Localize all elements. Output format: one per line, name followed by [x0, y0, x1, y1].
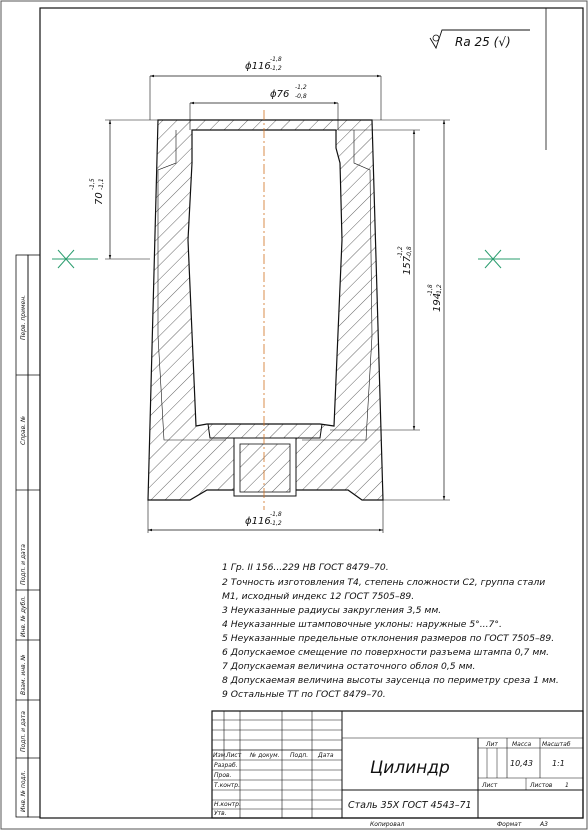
svg-text:Утв.: Утв. — [214, 810, 227, 817]
svg-text:Т.контр.: Т.контр. — [214, 782, 241, 789]
svg-text:-1,2: -1,2 — [270, 520, 282, 527]
dim-bottom-outer — [148, 500, 383, 533]
svg-text:-1,8: -1,8 — [270, 56, 282, 63]
svg-text:Подп. и дата: Подп. и дата — [20, 711, 27, 752]
svg-text:4 Неуказанные штамповочные ук: 4 Неуказанные штамповочные уклоны: наружные 5°...7°. — [222, 619, 502, 630]
svg-text:Изм.: Изм. — [213, 752, 228, 759]
svg-text:194: 194 — [432, 292, 443, 312]
dim-left-height — [89, 120, 158, 259]
svg-text:ϕ76: ϕ76 — [270, 89, 290, 100]
roughness-mark — [430, 8, 546, 150]
svg-text:-1,2: -1,2 — [397, 246, 404, 258]
svg-text:10,43: 10,43 — [510, 759, 533, 768]
svg-text:3 Неуказанные радиусы закругл: 3 Неуказанные радиусы закругления 3,5 мм. — [222, 605, 442, 616]
svg-text:2 Точность изготовления Т4, с: 2 Точность изготовления Т4, степень сложности С2, группа стали — [222, 577, 546, 588]
title-block-text — [213, 741, 571, 817]
svg-text:Масса: Масса — [512, 741, 532, 748]
svg-text:-1,2: -1,2 — [436, 284, 443, 296]
svg-text:№ докум.: № докум. — [250, 752, 280, 759]
svg-text:157: 157 — [402, 255, 413, 275]
svg-text:6 Допускаемое смещение по пов: 6 Допускаемое смещение по поверхности разъема штампа 0,7 мм. — [222, 647, 550, 658]
svg-text:Листов: Листов — [530, 782, 553, 789]
svg-text:-0,8: -0,8 — [295, 93, 307, 100]
svg-text:1: 1 — [565, 782, 569, 789]
svg-text:Подп. и дата: Подп. и дата — [20, 544, 27, 585]
svg-text:Инв. № дубл.: Инв. № дубл. — [20, 595, 27, 637]
svg-text:Разраб.: Разраб. — [214, 762, 238, 769]
svg-text:Ra 25 (√): Ra 25 (√) — [455, 35, 511, 49]
svg-text:-1,2: -1,2 — [295, 84, 307, 91]
svg-text:Дата: Дата — [318, 752, 334, 759]
svg-text:Масштаб: Масштаб — [542, 741, 571, 748]
svg-text:-1,1: -1,1 — [98, 178, 105, 190]
technical-notes — [222, 562, 559, 700]
svg-text:М1, исходный индекс 12 ГОСТ 75: М1, исходный индекс 12 ГОСТ 7505–89. — [222, 591, 415, 602]
svg-text:Лит: Лит — [486, 741, 498, 748]
dim-top-outer — [150, 56, 381, 120]
part-title: Цилиндр — [370, 758, 450, 778]
svg-text:Взам. инв. №: Взам. инв. № — [20, 654, 27, 695]
svg-text:8 Допускаемая величина высоты: 8 Допускаемая величина высоты заусенца по периметру среза 1 мм. — [222, 675, 559, 686]
svg-text:70: 70 — [94, 192, 105, 205]
svg-text:7 Допускаемая величина остато: 7 Допускаемая величина остаточного облоя 0,5 мм. — [222, 661, 476, 672]
svg-text:Лист: Лист — [226, 752, 242, 759]
svg-text:Формат: Формат — [497, 821, 522, 828]
svg-text:Н.контр.: Н.контр. — [214, 801, 241, 808]
svg-text:Лист: Лист — [482, 782, 498, 789]
svg-text:-1,5: -1,5 — [89, 178, 96, 190]
svg-text:1 Гр. II 156...229 НВ ГОСТ 84: 1 Гр. II 156...229 НВ ГОСТ 8479–70. — [222, 562, 389, 573]
footer — [370, 821, 548, 828]
svg-text:-1,2: -1,2 — [270, 65, 282, 72]
svg-text:-1,8: -1,8 — [270, 511, 282, 518]
material: Сталь 35Х ГОСТ 4543–71 — [348, 800, 472, 811]
svg-text:-0,8: -0,8 — [406, 246, 413, 258]
svg-text:Копировал: Копировал — [370, 821, 405, 828]
svg-text:ϕ116: ϕ116 — [245, 61, 271, 72]
svg-text:5 Неуказанные предельные откл: 5 Неуказанные предельные отклонения размеров по ГОСТ 7505–89. — [222, 633, 555, 644]
left-strip — [16, 255, 40, 817]
svg-text:ϕ116: ϕ116 — [245, 516, 271, 527]
svg-text:Подп.: Подп. — [290, 752, 309, 759]
svg-text:1:1: 1:1 — [552, 759, 565, 768]
dim-total-height — [372, 120, 450, 500]
svg-text:9 Остальные ТТ по ГОСТ 8479–7: 9 Остальные ТТ по ГОСТ 8479–70. — [222, 689, 386, 700]
svg-text:-1,8: -1,8 — [427, 284, 434, 296]
svg-text:А3: А3 — [540, 821, 548, 828]
svg-text:Пров.: Пров. — [214, 772, 232, 779]
svg-text:Перв. примен.: Перв. примен. — [20, 294, 27, 340]
svg-text:Справ. №: Справ. № — [20, 415, 27, 445]
svg-text:Инв. № подл.: Инв. № подл. — [20, 770, 27, 812]
part-section — [148, 110, 383, 510]
